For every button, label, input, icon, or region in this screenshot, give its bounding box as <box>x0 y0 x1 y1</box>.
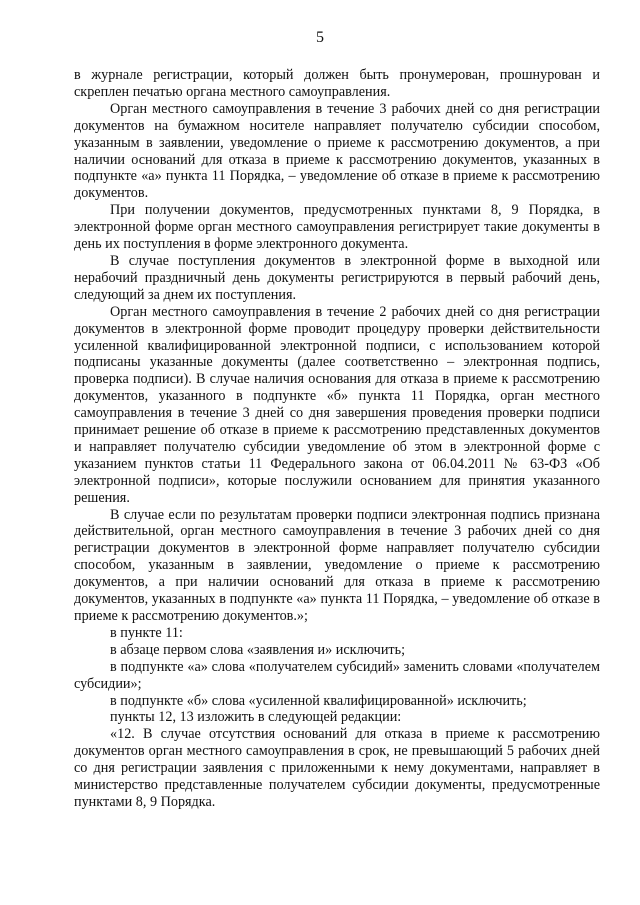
paragraph-new-point-12: «12. В случае отсутствия оснований для отказа в приеме к рассмотрению документов орган местного самоуправления в срок, не превышающий 5 рабочих дней со дня регистрации заявления с приложенными к нему документами, направляет в министерство представленные получателем субсидии документы, предусмотренные пунктами 8, 9 Порядка. <box>74 726 600 810</box>
paragraph-valid-signature: В случае если по результатам проверки подписи электронная подпись признана действительной, орган местного самоуправления в течение 3 рабочих дней со дня регистрации документов в электронной форме направляет получателю субсидии способом, указанным в заявлении, уведомление о приеме к рассмотрению документов, а при наличии оснований для отказа в приеме к рассмотрению документов, указанных в подпункте «а» пункта 11 Порядка, – уведомление об отказе в приеме к рассмотрению документов.»; <box>74 506 600 624</box>
paragraph-points-12-13: пункты 12, 13 изложить в следующей редакции: <box>110 709 402 726</box>
paragraph-subpoint-a: в подпункте «а» слова «получателем субсидий» заменить словами «получателем субсидии»; <box>74 658 600 692</box>
paragraph-signature-check: Орган местного самоуправления в течение 2 рабочих дней со дня регистрации документов в электронной форме проводит процедуру проверки действительности усиленной квалифицированной электронной подписи, с использованием которой подписаны указанные документы (далее соответственно – электронная подпись, проверка подписи). В случае наличия основания для отказа в приеме к рассмотрению документов, указанного в подпункте «б» пункта 11 Порядка, орган местного самоуправления в течение 3 дней со дня завершения проведения проверки подписи принимает решение об отказе в приеме к рассмотрению представленных документов и направляет получателю субсидии уведомление об этом в электронной форме с указанием пунктов статьи 11 Федерального закона от 06.04.2011 № 63-ФЗ «Об электронной подписи», которые послужили основанием для принятия указанного решения. <box>74 303 600 506</box>
paragraph-holiday-registration: В случае поступления документов в электронной форме в выходной или нерабочий праздничный день документы регистрируются в первый рабочий день, следующий за днем их поступления. <box>74 252 600 303</box>
paragraph-subpoint-b: в подпункте «б» слова «усиленной квалифицированной» исключить; <box>110 692 527 709</box>
page-number: 5 <box>316 29 324 46</box>
paragraph-first-abzac: в абзаце первом слова «заявления и» исключить; <box>110 641 406 658</box>
paragraph-paper-registration-notice: Орган местного самоуправления в течение 3 рабочих дней со дня регистрации документов на бумажном носителе направляет получателю субсидии способом, указанным в заявлении, уведомление о приеме к рассмотрению документов, а при наличии оснований для отказа в приеме к рассмотрению документов, указанных в подпункте «а» пункта 11 Порядка, – уведомление об отказе в приеме к рассмотрению документов. <box>74 100 600 202</box>
document-body <box>74 67 600 811</box>
paragraph-point-11: в пункте 11: <box>110 624 183 641</box>
paragraph-continuation: в журнале регистрации, который должен быть пронумерован, прошнурован и скреплен печатью органа местного самоуправления. <box>74 67 600 100</box>
paragraph-electronic-registration: При получении документов, предусмотренных пунктами 8, 9 Порядка, в электронной форме орган местного самоуправления регистрирует такие документы в день их поступления в форме электронного документа. <box>74 202 600 253</box>
